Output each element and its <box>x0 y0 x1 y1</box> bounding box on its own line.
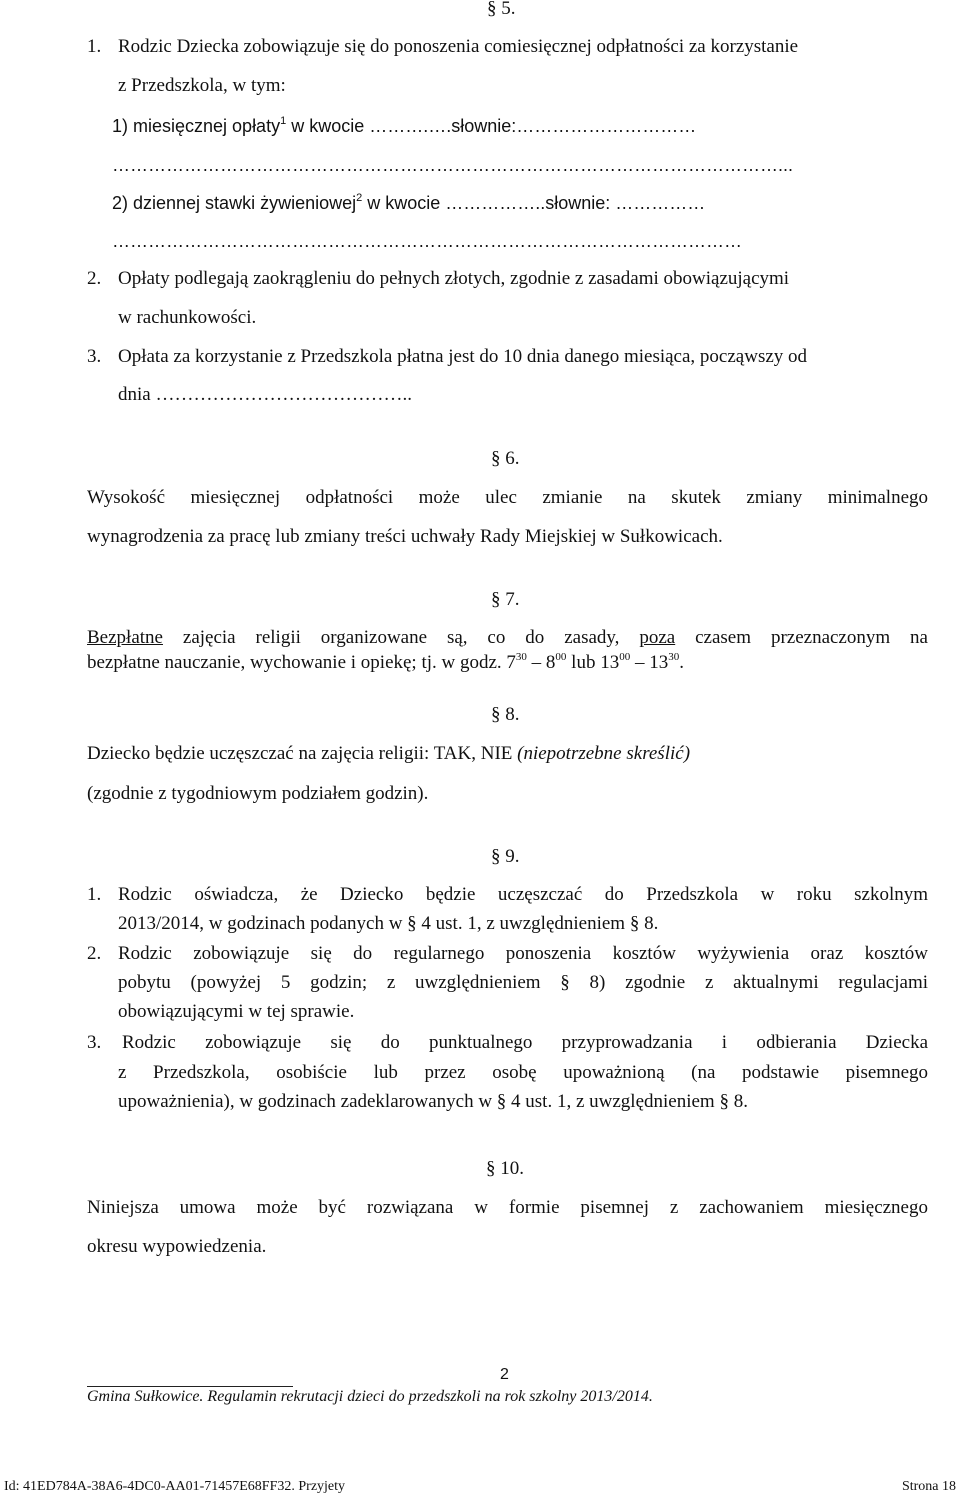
section-10-heading: § 10. <box>486 1158 524 1179</box>
s5-item2-line1: Opłaty podlegają zaokrągleniu do pełnych złotych, zgodnie z zasadami obowiązującymi <box>118 268 790 289</box>
s5-item1-number: 1. <box>87 36 102 57</box>
footnote-rule <box>87 1386 293 1387</box>
s5-item3-line1: Opłata za korzystanie z Przedszkola płatna jest do 10 dnia danego miesiąca, począwszy od <box>118 346 808 367</box>
page-label: Strona 18 <box>901 1479 956 1494</box>
s7-line2: bezpłatne nauczanie, wychowanie i opiekę; tj. w godz. $7^{30} - 8^{00}$ lub $13^{00} - 13^{30}$. <box>87 651 684 673</box>
section-5-heading: § 5. <box>487 0 516 19</box>
s9-item3-line1: Rodzic zobowiązuje się do punktualnego przyprowadzania i odbierania Dziecka <box>122 1032 928 1053</box>
s10-line1: Niniejsza umowa może być rozwiązana w formie pisemnej z zachowaniem miesięcznego <box>87 1197 928 1218</box>
s5-sub1-monthly-fee: 1) miesięcznej opłaty$^1$ w kwocie ……….….słownie:………………………… <box>112 115 697 136</box>
s5-item3-number: 3. <box>87 346 102 367</box>
s5-sub1-continuation: …………………………………………………………………………………………………... <box>112 155 794 175</box>
s9-item3-number: 3. <box>87 1032 102 1053</box>
footer-caption: Gmina Sułkowice. Regulamin rekrutacji dzieci do przedszkoli na rok szkolny 2013/2014. <box>87 1388 653 1405</box>
s9-item1-number: 1. <box>87 884 102 905</box>
s9-item1-line1: Rodzic oświadcza, że Dziecko będzie uczęszczać do Przedszkola w roku szkolnym <box>118 884 928 905</box>
s5-sub2-daily-rate: 2) dziennej stawki żywieniowej$^2$ w kwocie ……………..słownie: …………… <box>112 192 706 213</box>
page-number: 2 <box>500 1366 509 1383</box>
section-7-heading: § 7. <box>491 589 520 610</box>
s9-item2-number: 2. <box>87 943 102 964</box>
s9-item2-line3: obowiązującymi w tej sprawie. <box>118 1001 355 1022</box>
s6-line2: wynagrodzenia za pracę lub zmiany treści uchwały Rady Miejskiej w Sułkowicach. <box>87 526 723 547</box>
s9-item3-line3: upoważnienia), w godzinach zadeklarowanych w § 4 ust. 1, z uwzględnieniem § 8. <box>118 1091 748 1112</box>
s5-item2-line2: w rachunkowości. <box>118 307 257 328</box>
s7-line1: Bezpłatne zajęcia religii organizowane są, co do zasady, poza czasem przeznaczonym na <box>87 627 928 648</box>
section-9-heading: § 9. <box>491 846 520 867</box>
s9-item1-line2: 2013/2014, w godzinach podanych w § 4 ust. 1, z uwzględnieniem § 8. <box>118 913 659 934</box>
s8-line1: Dziecko będzie uczęszczać na zajęcia religii: TAK, NIE (niepotrzebne skreślić) <box>87 743 691 764</box>
s5-item1-line2: z Przedszkola, w tym: <box>118 75 286 96</box>
section-6-heading: § 6. <box>491 448 520 469</box>
s10-line2: okresu wypowiedzenia. <box>87 1236 267 1257</box>
s9-item2-line2: pobytu (powyżej 5 godzin; z uwzględnieniem § 8) zgodnie z aktualnymi regulacjami <box>118 972 928 993</box>
s9-item3-line2: z Przedszkola, osobiście lub przez osobę upoważnioną (na podstawie pisemnego <box>118 1062 928 1083</box>
s5-item3-line2: dnia ………………………………….. <box>118 384 412 405</box>
document-id: Id: 41ED784A-38A6-4DC0-AA01-71457E68FF32. Przyjety <box>4 1479 346 1494</box>
s9-item2-line1: Rodzic zobowiązuje się do regularnego ponoszenia kosztów wyżywienia oraz kosztów <box>118 943 928 964</box>
s8-line2: (zgodnie z tygodniowym podziałem godzin). <box>87 783 429 804</box>
s6-line1: Wysokość miesięcznej odpłatności może ulec zmianie na skutek zmiany minimalnego <box>87 487 928 508</box>
s5-item1-line1: Rodzic Dziecka zobowiązuje się do ponoszenia comiesięcznej odpłatności za korzystanie <box>118 36 799 57</box>
s5-item2-number: 2. <box>87 268 102 289</box>
s5-sub2-continuation: …………………………………………………………………………………………… <box>112 231 742 251</box>
section-8-heading: § 8. <box>491 704 520 725</box>
